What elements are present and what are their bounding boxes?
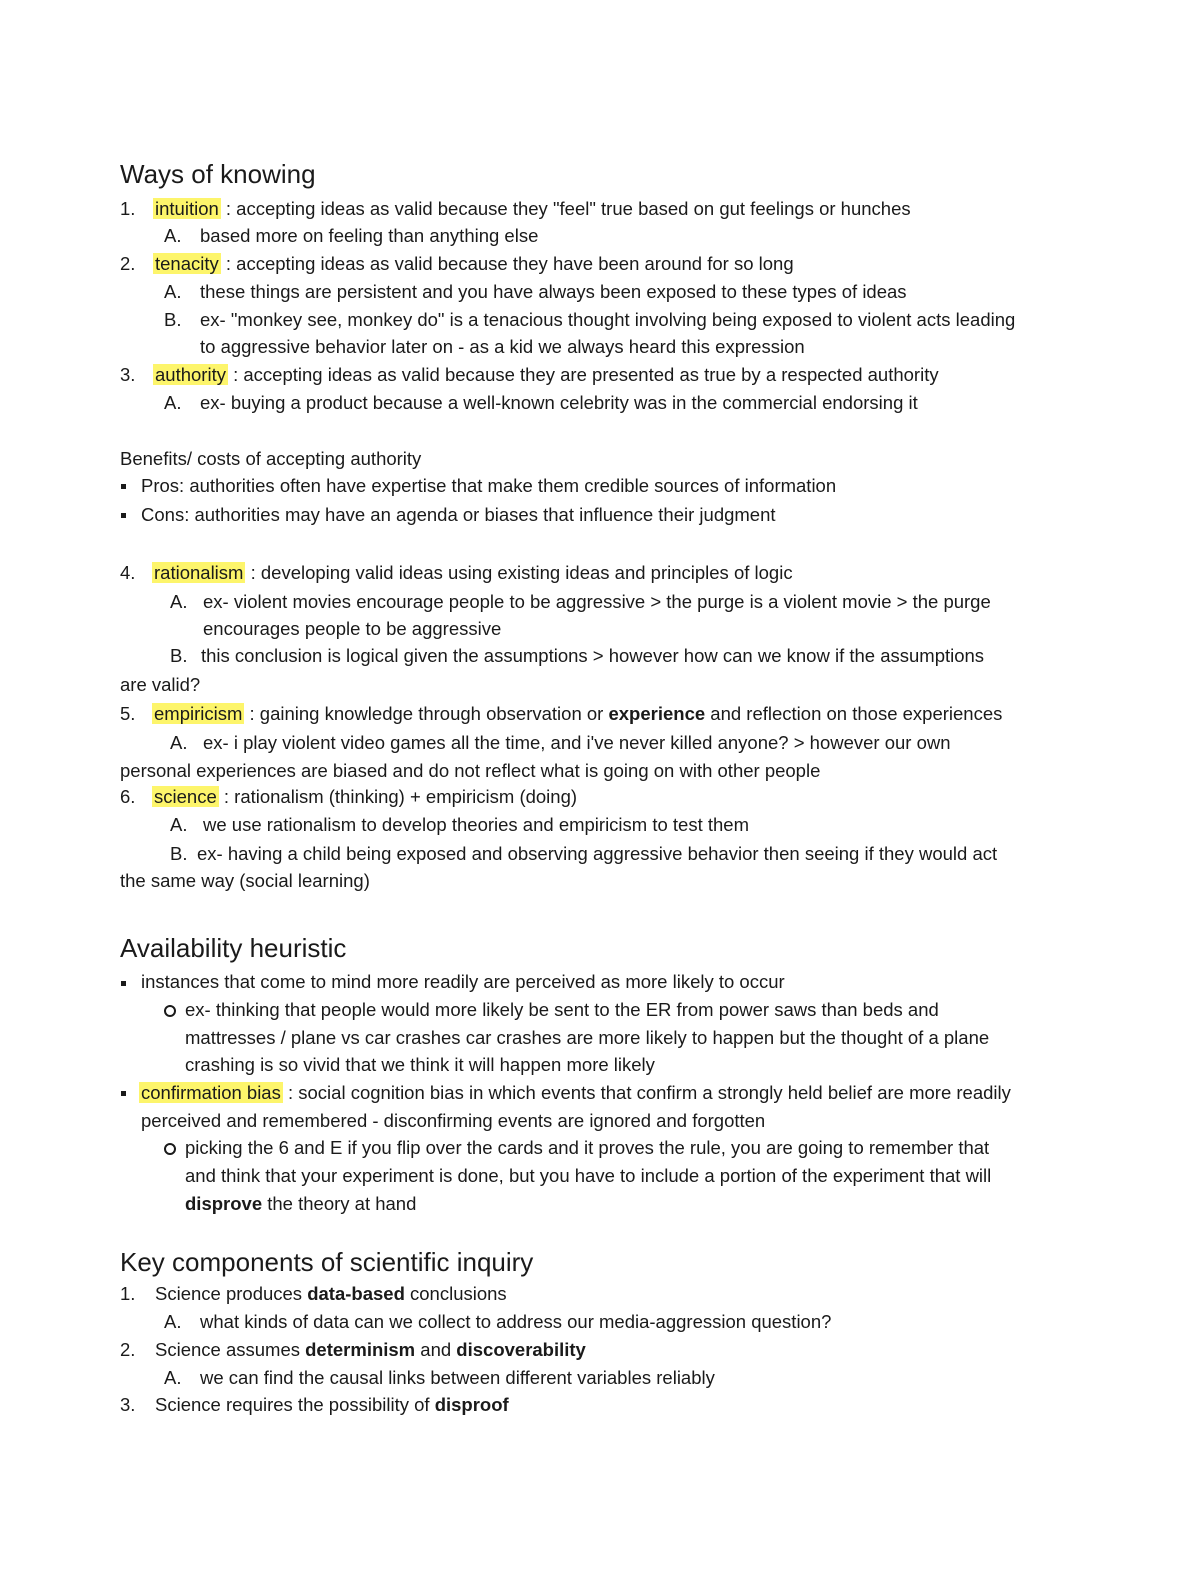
list-number: 6. — [120, 786, 136, 807]
item-text: Science requires the possibility of — [155, 1394, 435, 1415]
highlighted-term: intuition — [155, 198, 219, 219]
sub-item: we can find the causal links between different variables reliably — [200, 1367, 715, 1388]
sub-item: these things are persistent and you have always been exposed to these types of ideas — [200, 281, 907, 302]
sub-marker: A. — [164, 281, 182, 302]
sub-item-continued: personal experiences are biased and do not reflect what is going on with other people — [120, 760, 821, 781]
list-number: 1. — [120, 198, 136, 219]
item-text: the theory at hand — [262, 1193, 417, 1214]
bullet-icon — [121, 1091, 126, 1096]
item-text: : accepting ideas as valid because they "feel" true based on gut feelings or hunches — [220, 198, 911, 219]
list-number: 1. — [120, 1283, 136, 1304]
sub-bullet-continued — [185, 1191, 416, 1217]
list-item-tenacity — [153, 251, 794, 277]
sub-marker: A. — [170, 591, 188, 612]
item-text: and — [415, 1339, 457, 1360]
sub-item: ex- i play violent video games all the time, and i've never killed anyone? > however our own — [203, 732, 951, 753]
bullet-item: instances that come to mind more readily are perceived as more likely to occur — [141, 971, 785, 992]
list-number: 4. — [120, 562, 136, 583]
bullet-item-pros: Pros: authorities often have expertise that make them credible sources of information — [141, 475, 837, 496]
sub-bullet-item: ex- thinking that people would more likely be sent to the ER from power saws than beds and — [185, 999, 939, 1020]
section-title-benefits: Benefits/ costs of accepting authority — [120, 448, 422, 469]
list-number: 5. — [120, 703, 136, 724]
item-text: : social cognition bias in which events that confirm a strongly held belief are more readily — [282, 1082, 1011, 1103]
bold-term: data-based — [307, 1283, 405, 1304]
sub-marker: A. — [164, 225, 182, 246]
bold-term: determinism — [305, 1339, 416, 1360]
list-number: 2. — [120, 253, 136, 274]
highlighted-term: authority — [155, 364, 226, 385]
highlighted-term: empiricism — [154, 703, 243, 724]
bullet-item-confirmation-bias — [139, 1080, 1011, 1106]
sub-item: this conclusion is logical given the assumptions > however how can we know if the assumptions — [201, 645, 985, 666]
bullet-icon — [121, 513, 126, 518]
item-text: : developing valid ideas using existing ideas and principles of logic — [245, 562, 793, 583]
list-item — [155, 1392, 509, 1418]
sub-item: ex- "monkey see, monkey do" is a tenacious thought involving being exposed to violent acts leading — [200, 309, 1016, 330]
item-text: : gaining knowledge through observation or — [244, 703, 609, 724]
sub-bullet-continued: and think that your experiment is done, but you have to include a portion of the experiment that will — [185, 1165, 992, 1186]
list-item-science — [152, 784, 577, 810]
sub-bullet-item: picking the 6 and E if you flip over the cards and it proves the rule, you are going to remember that — [185, 1137, 990, 1158]
bold-term: experience — [608, 703, 706, 724]
list-item-empiricism — [152, 701, 1002, 727]
bullet-icon — [121, 981, 126, 986]
list-number: 2. — [120, 1339, 136, 1360]
bold-term: disprove — [185, 1193, 263, 1214]
bullet-item-continued: perceived and remembered - disconfirming events are ignored and forgotten — [141, 1110, 766, 1131]
sub-bullet-continued: mattresses / plane vs car crashes car crashes are more likely to happen but the thought of a plane — [185, 1027, 990, 1048]
sub-marker: B. — [164, 309, 182, 330]
item-text: and reflection on those experiences — [705, 703, 1003, 724]
bold-term: discoverability — [456, 1339, 586, 1360]
bold-term: disproof — [434, 1394, 509, 1415]
highlighted-term: confirmation bias — [141, 1082, 281, 1103]
sub-marker: B. — [170, 843, 188, 864]
sub-bullet-continued: crashing is so vivid that we think it will happen more likely — [185, 1054, 655, 1075]
heading-availability-heuristic: Availability heuristic — [120, 933, 347, 963]
sub-item-continued: are valid? — [120, 674, 201, 695]
list-item — [155, 1281, 507, 1307]
bullet-icon — [121, 484, 126, 489]
highlighted-term: rationalism — [154, 562, 244, 583]
sub-marker: A. — [164, 1367, 182, 1388]
sub-item: what kinds of data can we collect to address our media-aggression question? — [200, 1311, 832, 1332]
sub-marker: A. — [170, 732, 188, 753]
hollow-bullet-icon — [164, 1143, 176, 1155]
sub-marker: A. — [170, 814, 188, 835]
item-text: conclusions — [404, 1283, 507, 1304]
list-item-authority — [153, 362, 939, 388]
sub-item: ex- buying a product because a well-known celebrity was in the commercial endorsing it — [200, 392, 918, 413]
sub-item: we use rationalism to develop theories and empiricism to test them — [203, 814, 750, 835]
bullet-item-cons: Cons: authorities may have an agenda or biases that influence their judgment — [141, 504, 776, 525]
sub-item: ex- violent movies encourage people to be aggressive > the purge is a violent movie > the purge — [203, 591, 991, 612]
highlighted-term: tenacity — [155, 253, 219, 274]
list-item-rationalism — [152, 560, 793, 586]
highlighted-term: science — [154, 786, 217, 807]
sub-marker: A. — [164, 392, 182, 413]
item-text: : accepting ideas as valid because they have been around for so long — [220, 253, 794, 274]
sub-marker: B. — [170, 645, 188, 666]
list-item-intuition — [153, 196, 911, 222]
sub-item: based more on feeling than anything else — [200, 225, 539, 246]
list-number: 3. — [120, 364, 136, 385]
sub-item-continued: to aggressive behavior later on - as a kid we always heard this expression — [200, 336, 805, 357]
item-text: Science produces — [155, 1283, 308, 1304]
list-item — [155, 1337, 586, 1363]
heading-key-components: Key components of scientific inquiry — [120, 1247, 534, 1277]
list-number: 3. — [120, 1394, 136, 1415]
sub-item-continued: the same way (social learning) — [120, 870, 370, 891]
item-text: : rationalism (thinking) + empiricism (doing) — [218, 786, 578, 807]
item-text: : accepting ideas as valid because they are presented as true by a respected authority — [227, 364, 939, 385]
hollow-bullet-icon — [164, 1005, 176, 1017]
item-text: Science assumes — [155, 1339, 306, 1360]
sub-marker: A. — [164, 1311, 182, 1332]
heading-ways-of-knowing: Ways of knowing — [120, 159, 316, 189]
sub-item: ex- having a child being exposed and observing aggressive behavior then seeing if they would act — [197, 843, 998, 864]
sub-item-continued: encourages people to be aggressive — [203, 618, 502, 639]
